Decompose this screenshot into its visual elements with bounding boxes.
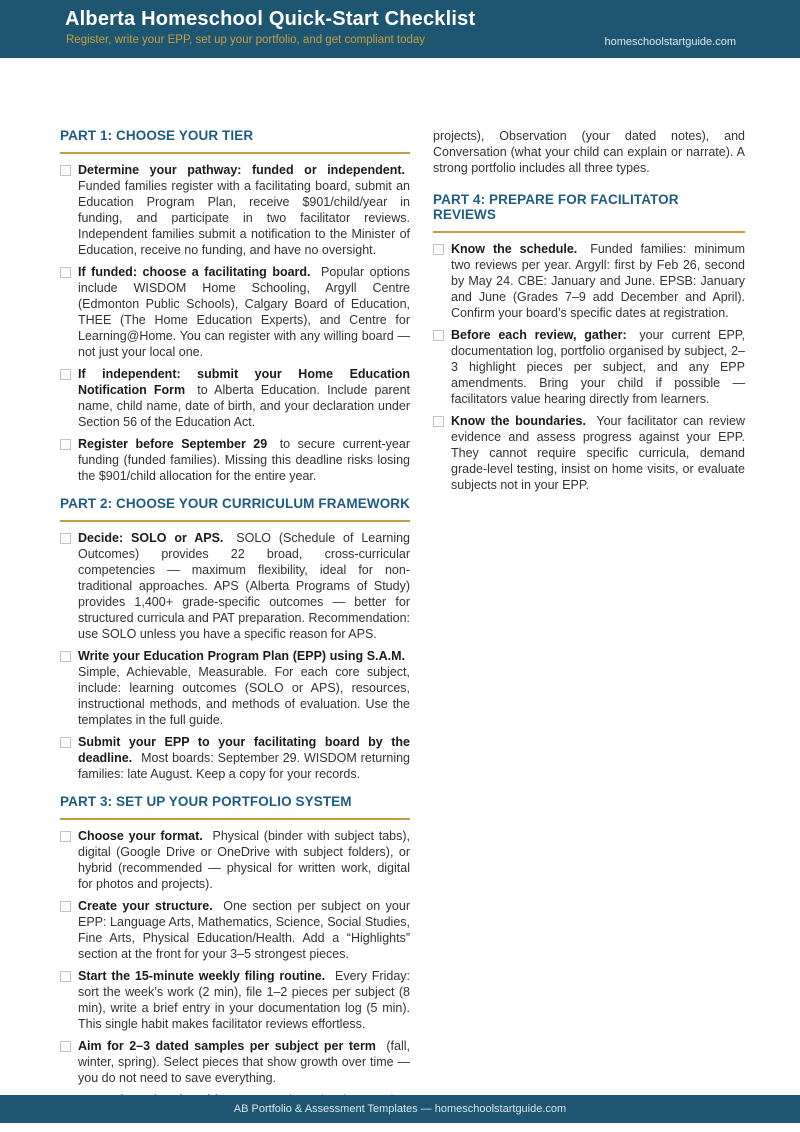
page-subtitle: Register, write your EPP, set up your portfolio, and get compliant today bbox=[66, 34, 426, 46]
checkbox-icon[interactable] bbox=[60, 831, 71, 842]
section-heading: PART 4: PREPARE FOR FACILITATOR REVIEWS bbox=[433, 192, 745, 233]
checkbox-icon[interactable] bbox=[60, 737, 71, 748]
checklist-item bbox=[60, 530, 410, 642]
item-lead: Register before September 29 bbox=[78, 437, 268, 451]
item-body: Your facilitator can review evidence and assess progress against your EPP. They cannot require specific curricula, demand grade-level testing, insist on home visits, or evaluate subjects not in your EPP. bbox=[451, 414, 745, 492]
left-column bbox=[60, 128, 410, 1086]
checkbox-icon[interactable] bbox=[60, 439, 71, 450]
section-heading: PART 2: CHOOSE YOUR CURRICULUM FRAMEWORK bbox=[60, 496, 410, 522]
checkbox-icon[interactable] bbox=[60, 533, 71, 544]
item-lead: If funded: choose a facilitating board. bbox=[78, 265, 311, 279]
item-lead: Determine your pathway: funded or independent. bbox=[78, 163, 405, 177]
item-lead: Write your Education Program Plan (EPP) using S.A.M. bbox=[78, 649, 405, 663]
page-title: Alberta Homeschool Quick-Start Checklist bbox=[65, 8, 476, 30]
item-body: to secure current-year funding (funded families). Missing this deadline risks losing the $901/child allocation for the entire year. bbox=[78, 437, 410, 483]
section-heading: PART 1: CHOOSE YOUR TIER bbox=[60, 128, 410, 154]
checkbox-icon[interactable] bbox=[60, 971, 71, 982]
item-body: to Alberta Education. Include parent name, child name, date of birth, and your declaration under Section 56 of the Education Act. bbox=[78, 383, 410, 429]
checkbox-icon[interactable] bbox=[433, 416, 444, 427]
item-lead: Before each review, gather: bbox=[451, 328, 627, 342]
item-lead: Know the boundaries. bbox=[451, 414, 586, 428]
checkbox-icon[interactable] bbox=[433, 330, 444, 341]
item-lead: Start the 15-minute weekly filing routine. bbox=[78, 969, 326, 983]
checklist-item bbox=[60, 828, 410, 892]
checkbox-icon[interactable] bbox=[60, 267, 71, 278]
checklist-item bbox=[433, 413, 745, 493]
checklist-item bbox=[60, 968, 410, 1032]
checklist-item bbox=[60, 162, 410, 258]
item-lead: Create your structure. bbox=[78, 899, 213, 913]
item-body: Simple, Achievable, Measurable. For each core subject, include: learning outcomes (SOLO or APS), resources, instructional methods, and methods of evaluation. Use the templates in the full guide. bbox=[78, 665, 410, 727]
checklist-item bbox=[60, 1038, 410, 1086]
item-lead: If independent: submit your Home Education Notification Form bbox=[78, 367, 410, 397]
section-heading: PART 3: SET UP YOUR PORTFOLIO SYSTEM bbox=[60, 794, 410, 820]
checkbox-icon[interactable] bbox=[60, 165, 71, 176]
header-band bbox=[0, 0, 800, 58]
item-lead: Submit your EPP to your facilitating board by the deadline. bbox=[78, 735, 410, 765]
item-lead: Decide: SOLO or APS. bbox=[78, 531, 224, 545]
item-lead: Choose your format. bbox=[78, 829, 203, 843]
item-body: Funded families register with a facilitating board, submit an Education Program Plan, receive $901/child/year in funding, and participate in two facilitator reviews. Independent families submit a notification to the Minister of Education, receive no funding, and have no oversight. bbox=[78, 179, 410, 257]
footer-text: AB Portfolio & Assessment Templates — homeschoolstartguide.com bbox=[233, 1103, 567, 1115]
item-body: One section per subject on your EPP: Language Arts, Mathematics, Science, Social Studies, Fine Arts, Physical Education/Health. Add a “Highlights” section at the front for your 3–5 strongest pieces. bbox=[78, 899, 410, 961]
item-body: Most boards: September 29. WISDOM returning families: late August. Keep a copy for your records. bbox=[78, 751, 410, 781]
checkbox-icon[interactable] bbox=[433, 244, 444, 255]
checkbox-icon[interactable] bbox=[60, 1041, 71, 1052]
checklist-item bbox=[60, 898, 410, 962]
checklist-item bbox=[60, 436, 410, 484]
right-column bbox=[433, 128, 745, 499]
item-lead: Know the schedule. bbox=[451, 242, 578, 256]
checklist-section bbox=[433, 192, 745, 493]
checklist-item bbox=[60, 734, 410, 782]
checklist-section bbox=[60, 794, 410, 1108]
footer-band bbox=[0, 1095, 800, 1123]
checklist-item bbox=[433, 327, 745, 407]
checklist-item bbox=[60, 648, 410, 728]
checklist-section bbox=[60, 496, 410, 782]
checklist-item bbox=[433, 241, 745, 321]
checklist-item bbox=[60, 366, 410, 430]
item-body: (fall, winter, spring). Select pieces that show growth over time — you do not need to save everything. bbox=[78, 1039, 410, 1085]
checklist-item bbox=[60, 264, 410, 360]
item-body: Physical (binder with subject tabs), digital (Google Drive or OneDrive with subject folders), or hybrid (recommended — physical for written work, digital for photos and projects). bbox=[78, 829, 410, 891]
item-body: Every Friday: sort the week’s work (2 min), file 1–2 pieces per subject (8 min), write a brief entry in your documentation log (5 min). This single habit makes facilitator reviews effortless. bbox=[78, 969, 410, 1031]
site-url: homeschoolstartguide.com bbox=[604, 36, 736, 48]
continuation-text: projects), Observation (your dated notes), and Conversation (what your child can explain or narrate). A strong portfolio includes all three types. bbox=[433, 129, 745, 175]
item-body: SOLO (Schedule of Learning Outcomes) provides 22 broad, cross-curricular competencies — maximum flexibility, ideal for non-traditional approaches. APS (Alberta Programs of Study) provides 1,400+ grade-specific outcomes — better for structured curricula and PAT preparation. Recommendation: use SOLO unless you have a specific reason for APS. bbox=[78, 531, 410, 641]
checklist-section bbox=[60, 128, 410, 484]
item-body: Popular options include WISDOM Home Schooling, Argyll Centre (Edmonton Public Schools), Calgary Board of Education, THEE (The Home Education Experts), and Centre for Learning@Home. You can register with any willing board — not just your local one. bbox=[78, 265, 410, 359]
item-lead: Aim for 2–3 dated samples per subject per term bbox=[78, 1039, 376, 1053]
checkbox-icon[interactable] bbox=[60, 901, 71, 912]
checkbox-icon[interactable] bbox=[60, 651, 71, 662]
checkbox-icon[interactable] bbox=[60, 369, 71, 380]
item-body: Funded families: minimum two reviews per year. Argyll: first by Feb 26, second by May 24. CBE: January and June. EPSB: January and June (Grades 7–9 add December and April). Confirm your board’s specific dates at registration. bbox=[451, 242, 745, 320]
item-body: your current EPP, documentation log, portfolio organised by subject, 2–3 highlight pieces per subject, and any EPP amendments. Bring your child if possible — facilitators value hearing directly from learners. bbox=[451, 328, 745, 406]
